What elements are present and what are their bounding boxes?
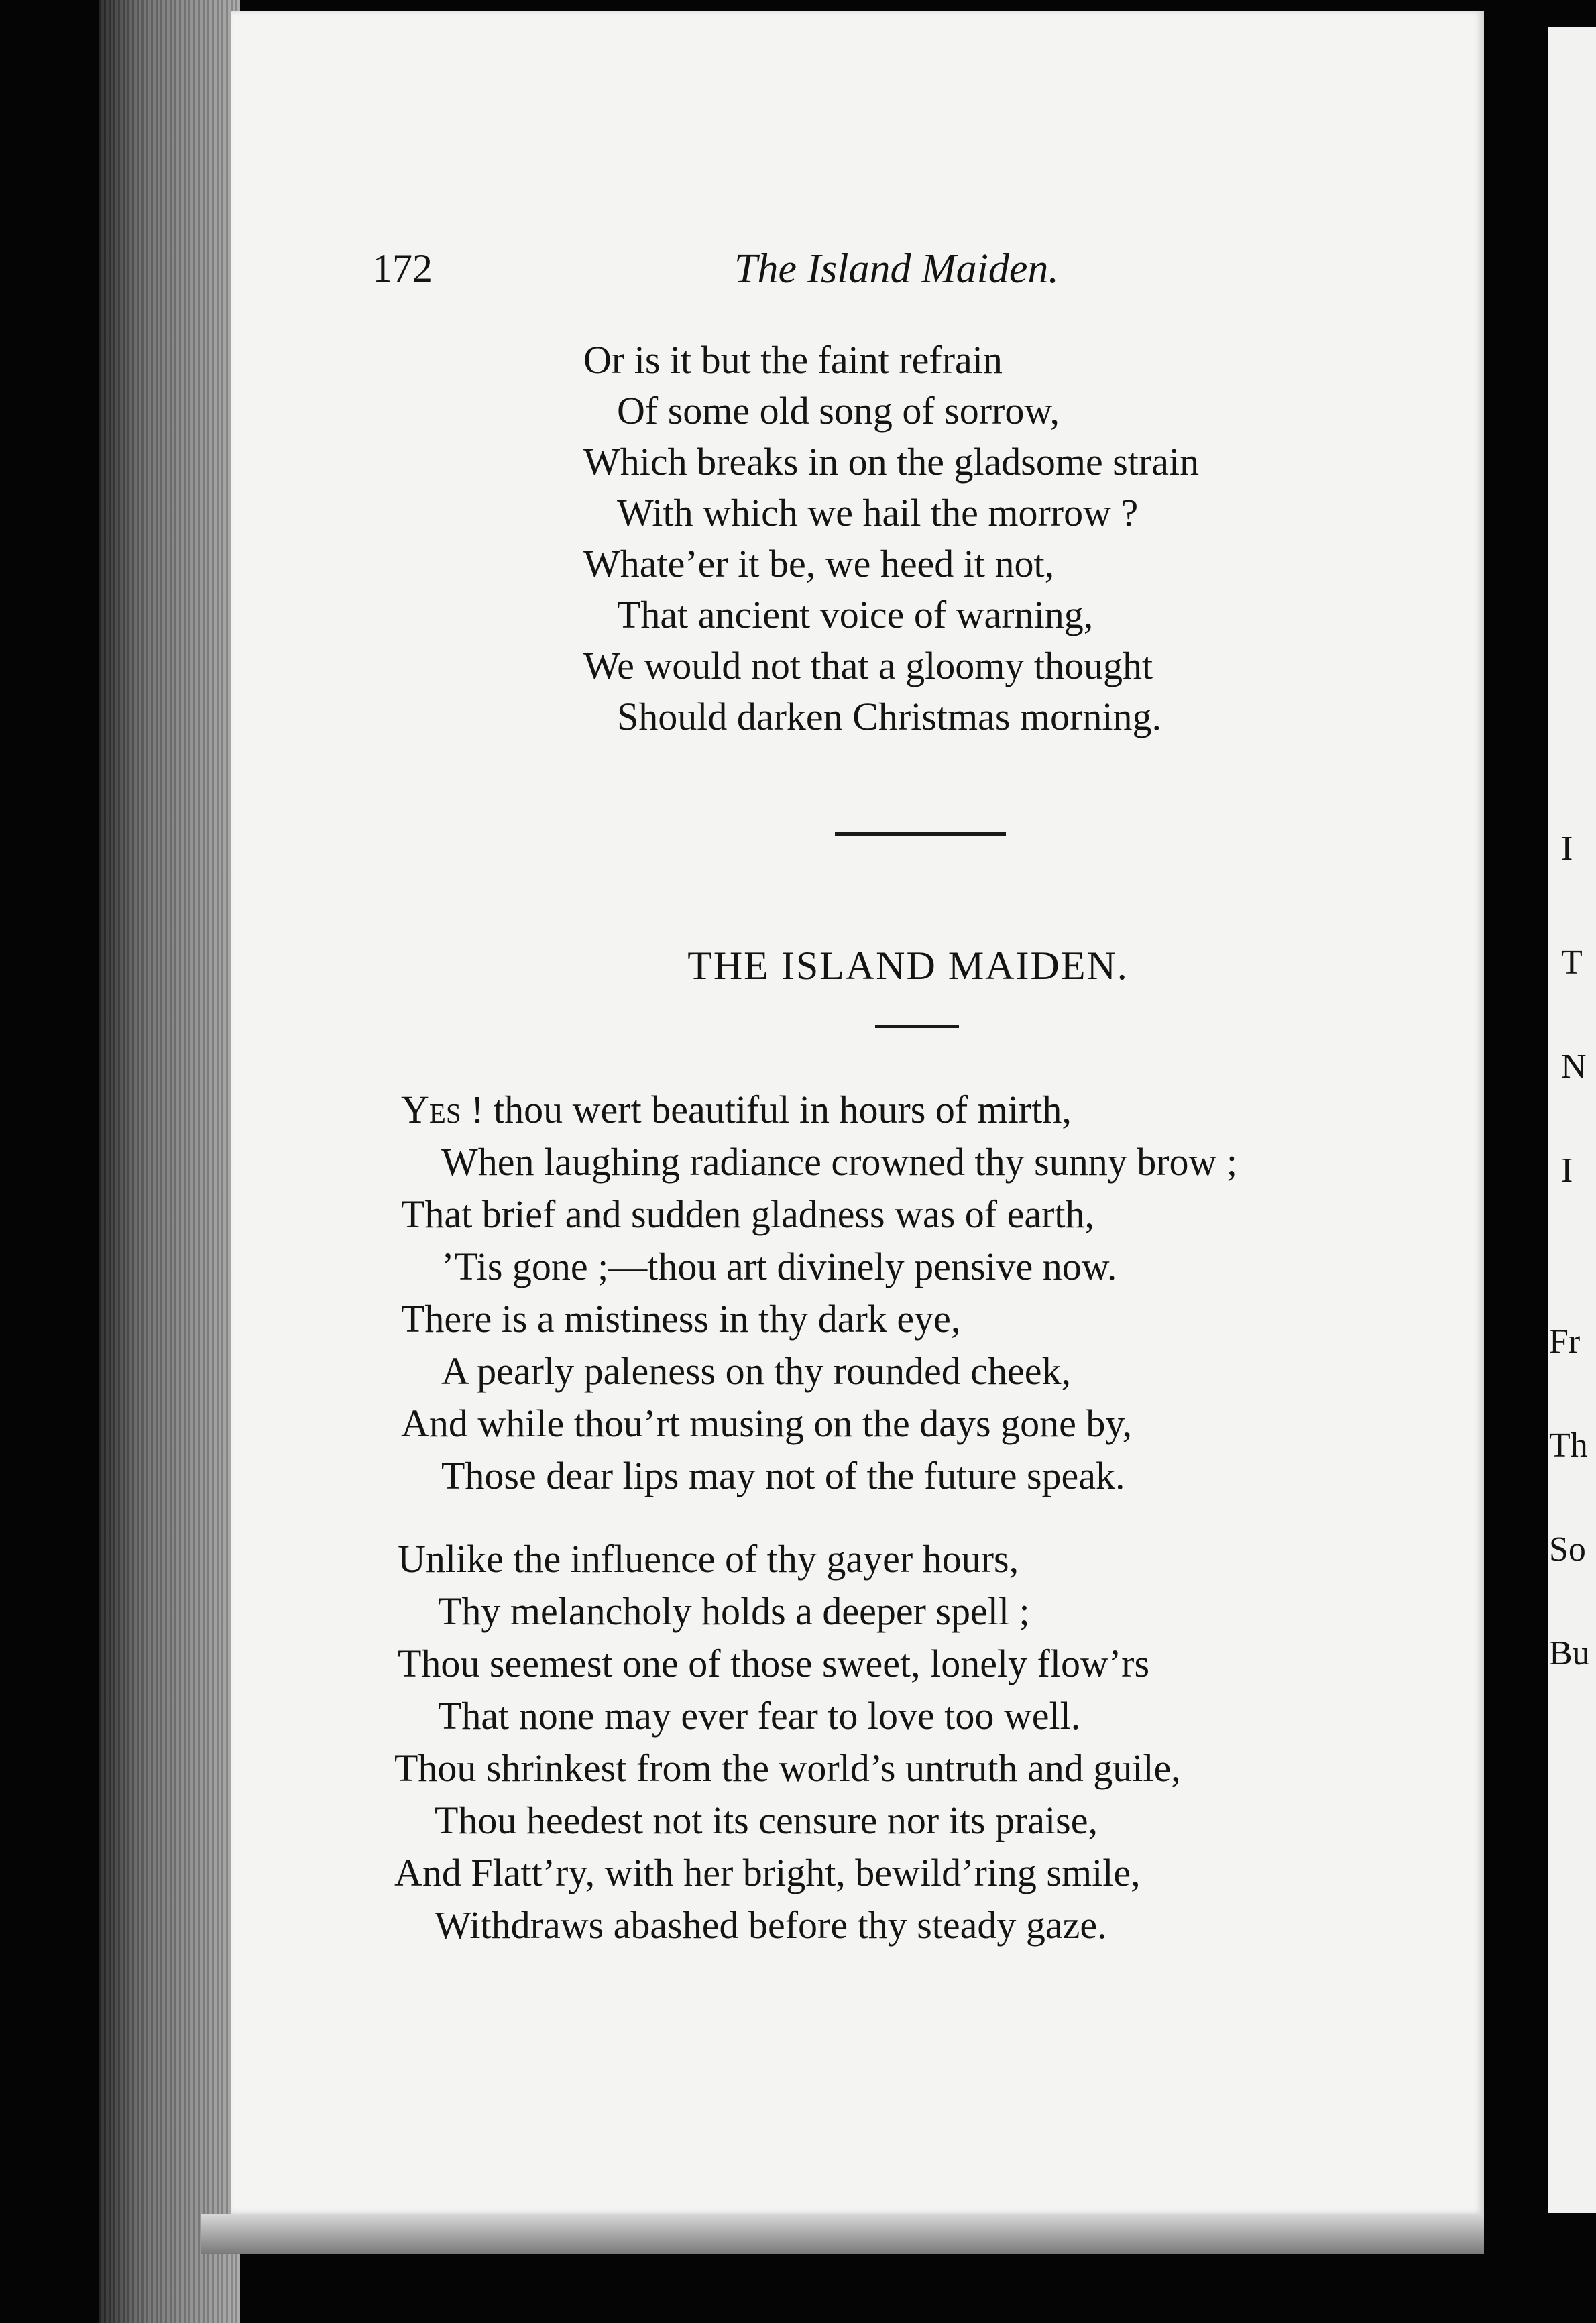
verse-line: That brief and sudden gladness was of earth, (401, 1192, 1095, 1236)
verse-line: That none may ever fear to love too well. (438, 1694, 1081, 1738)
poem-title: THE ISLAND MAIDEN. (687, 944, 1129, 988)
page-header (231, 239, 1484, 292)
verse-line: There is a mistiness in thy dark eye, (401, 1297, 961, 1341)
running-title: The Island Maiden. (734, 246, 1059, 292)
verse-line: Of some old song of sorrow, (617, 389, 1060, 433)
verse-line-rest: ! thou wert beautiful in hours of mirth, (471, 1088, 1072, 1131)
verse-line: Thou seemest one of those sweet, lonely flow’rs (398, 1642, 1150, 1685)
verse-line (401, 1090, 1072, 1129)
verse-line: And Flatt’ry, with her bright, bewild’ring smile, (394, 1851, 1141, 1894)
verse-line: ’Tis gone ;—thou art divinely pensive now. (441, 1245, 1117, 1288)
page-gutter (1484, 0, 1548, 2323)
verse-line: When laughing radiance crowned thy sunny brow ; (441, 1140, 1238, 1184)
verse-line: And while thou’rt musing on the days gone by, (401, 1402, 1133, 1445)
book-spine-edge (99, 0, 240, 2323)
next-page-fragment: I (1561, 1151, 1573, 1190)
next-page-fragment: Bu (1549, 1634, 1590, 1673)
next-page-fragment: N (1561, 1047, 1587, 1086)
verse-line: Whate’er it be, we heed it not, (583, 542, 1055, 585)
verse-line: Should darken Christmas morning. (617, 695, 1161, 738)
verse-line: Or is it but the faint refrain (583, 338, 1003, 382)
verse-line: That ancient voice of warning, (617, 593, 1094, 636)
page-number: 172 (372, 246, 433, 290)
next-page-edge (1548, 27, 1596, 2213)
next-page-fragment: I (1561, 830, 1573, 868)
verse-line: Withdraws abashed before thy steady gaze. (435, 1903, 1107, 1947)
verse-line: We would not that a gloomy thought (583, 644, 1153, 687)
verse-line: Which breaks in on the gladsome strain (583, 440, 1200, 484)
section-divider (835, 832, 1006, 836)
next-page-fragment: So (1549, 1530, 1586, 1569)
page-bottom-edge (201, 2214, 1484, 2254)
verse-line: With which we hail the morrow ? (617, 491, 1139, 534)
verse-line: Thou shrinkest from the world’s untruth and guile, (394, 1746, 1181, 1790)
next-page-fragment: Fr (1549, 1322, 1581, 1361)
verse-line: Thy melancholy holds a deeper spell ; (438, 1589, 1030, 1633)
next-page-fragment: T (1561, 944, 1583, 982)
verse-line: Unlike the influence of thy gayer hours, (398, 1537, 1019, 1581)
verse-line: Those dear lips may not of the future speak. (441, 1454, 1125, 1497)
next-page-fragment: Th (1549, 1426, 1588, 1465)
book-page (231, 11, 1484, 2214)
verse-line: A pearly paleness on thy rounded cheek, (441, 1349, 1071, 1393)
verse-line: Thou heedest not its censure nor its praise, (435, 1799, 1098, 1842)
drop-word: Yes (401, 1088, 461, 1131)
title-rule (875, 1025, 959, 1028)
